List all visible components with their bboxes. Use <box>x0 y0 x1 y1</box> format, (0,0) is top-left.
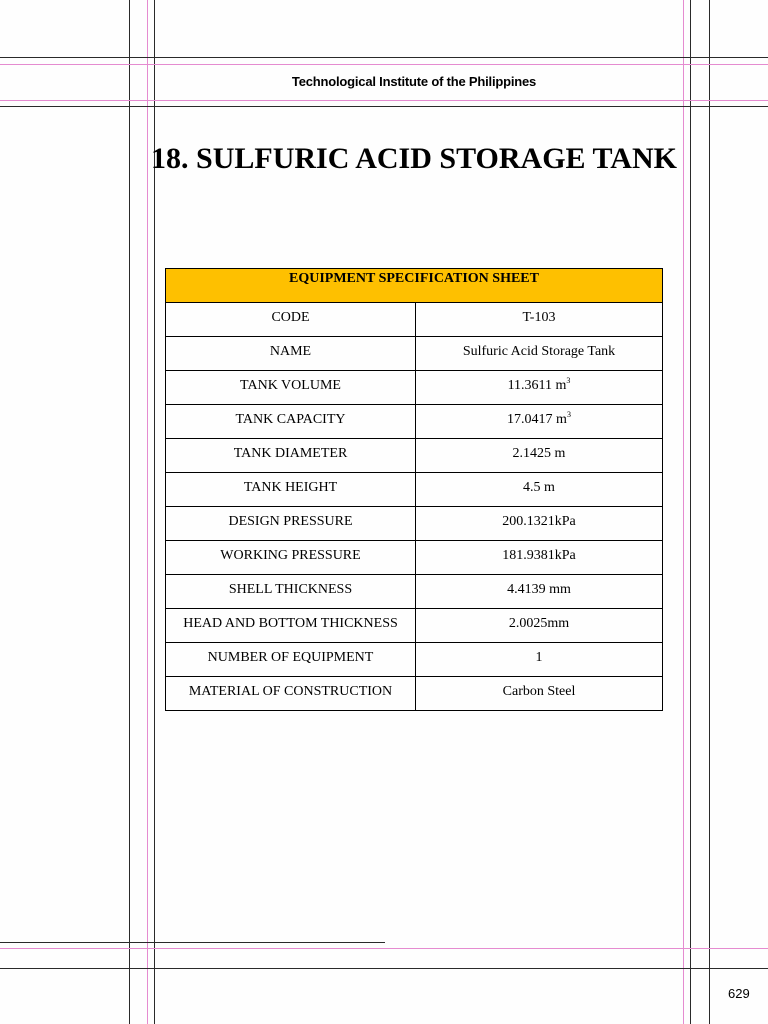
guide-line <box>0 968 768 969</box>
spec-label: NAME <box>269 344 312 359</box>
spec-value-cell <box>416 337 663 371</box>
spec-value-wrap <box>416 337 662 360</box>
table-header-row <box>166 269 663 303</box>
spec-value-wrap <box>416 541 662 564</box>
guide-line <box>0 948 768 949</box>
table-row <box>166 439 663 473</box>
table-row <box>166 507 663 541</box>
spec-label: TANK DIAMETER <box>233 446 348 461</box>
table-row <box>166 405 663 439</box>
page-title: 18. SULFURIC ACID STORAGE TANK <box>151 142 677 175</box>
spec-value-cell <box>416 677 663 711</box>
unit-superscript: 3 <box>566 376 571 385</box>
spec-value: Sulfuric Acid Storage Tank <box>462 344 616 359</box>
spec-label: SHELL THICKNESS <box>228 582 353 597</box>
table-row <box>166 371 663 405</box>
spec-value-cell <box>416 405 663 439</box>
spec-value: T-103 <box>522 310 556 325</box>
spec-value-wrap <box>416 643 662 666</box>
spec-label: TANK HEIGHT <box>243 480 338 495</box>
guide-line <box>0 942 385 943</box>
spec-label: TANK CAPACITY <box>235 412 346 427</box>
spec-value-cell <box>416 643 663 677</box>
table-row <box>166 337 663 371</box>
spec-label: NUMBER OF EQUIPMENT <box>207 650 374 665</box>
page-number: 629 <box>728 986 750 1001</box>
spec-label-cell <box>166 303 416 337</box>
guide-line <box>0 64 768 65</box>
spec-label-cell <box>166 439 416 473</box>
spec-value-wrap <box>416 609 662 632</box>
spec-label-cell <box>166 507 416 541</box>
spec-value-cell <box>416 609 663 643</box>
spec-label-cell <box>166 643 416 677</box>
spec-value-wrap <box>416 303 662 326</box>
institute-header: Technological Institute of the Philippines <box>291 74 537 89</box>
guide-line <box>0 100 768 101</box>
spec-label-cell <box>166 609 416 643</box>
spec-value: 17.0417 m <box>507 412 567 427</box>
spec-value: 4.5 m <box>523 480 555 495</box>
guide-line <box>709 0 710 1024</box>
spec-label: TANK VOLUME <box>240 378 341 393</box>
spec-value: 2.1425 m <box>512 446 566 461</box>
spec-sheet-heading: EQUIPMENT SPECIFICATION SHEET <box>166 269 663 303</box>
unit-superscript: 3 <box>566 410 571 419</box>
spec-value: 11.3611 m <box>507 378 567 393</box>
spec-value-cell <box>416 473 663 507</box>
spec-value-wrap <box>416 439 662 462</box>
spec-value-wrap <box>416 507 662 530</box>
spec-label: DESIGN PRESSURE <box>228 514 353 529</box>
equipment-spec-table <box>165 268 663 711</box>
spec-value: 4.4139 mm <box>507 582 571 597</box>
spec-value: 181.9381kPa <box>502 548 576 563</box>
spec-value-wrap <box>416 575 662 598</box>
table-row <box>166 609 663 643</box>
spec-value-cell <box>416 575 663 609</box>
spec-label-cell <box>166 677 416 711</box>
spec-label-cell <box>166 541 416 575</box>
spec-value: 200.1321kPa <box>502 514 576 529</box>
spec-value-cell <box>416 439 663 473</box>
spec-label-cell <box>166 337 416 371</box>
spec-label: MATERIAL OF CONSTRUCTION <box>188 684 393 699</box>
spec-label: CODE <box>271 310 310 325</box>
guide-line <box>0 57 768 58</box>
table-row <box>166 473 663 507</box>
spec-label-cell <box>166 405 416 439</box>
spec-value: Carbon Steel <box>502 684 576 699</box>
table-row <box>166 541 663 575</box>
spec-label-cell <box>166 473 416 507</box>
table-row <box>166 303 663 337</box>
guide-line <box>0 106 768 107</box>
spec-value-wrap <box>416 405 662 428</box>
table-row <box>166 677 663 711</box>
spec-value: 2.0025mm <box>508 616 570 631</box>
spec-label: HEAD AND BOTTOM THICKNESS <box>183 616 398 631</box>
spec-value-wrap <box>416 677 662 700</box>
spec-label: WORKING PRESSURE <box>220 548 361 563</box>
spec-value-cell <box>416 303 663 337</box>
spec-value-cell <box>416 507 663 541</box>
spec-value-wrap <box>416 473 662 496</box>
spec-value-cell <box>416 371 663 405</box>
spec-value: 1 <box>535 650 543 665</box>
table-row <box>166 643 663 677</box>
spec-label-cell <box>166 371 416 405</box>
spec-value-wrap <box>416 371 662 394</box>
table-row <box>166 575 663 609</box>
spec-value-cell <box>416 541 663 575</box>
spec-label-cell <box>166 575 416 609</box>
